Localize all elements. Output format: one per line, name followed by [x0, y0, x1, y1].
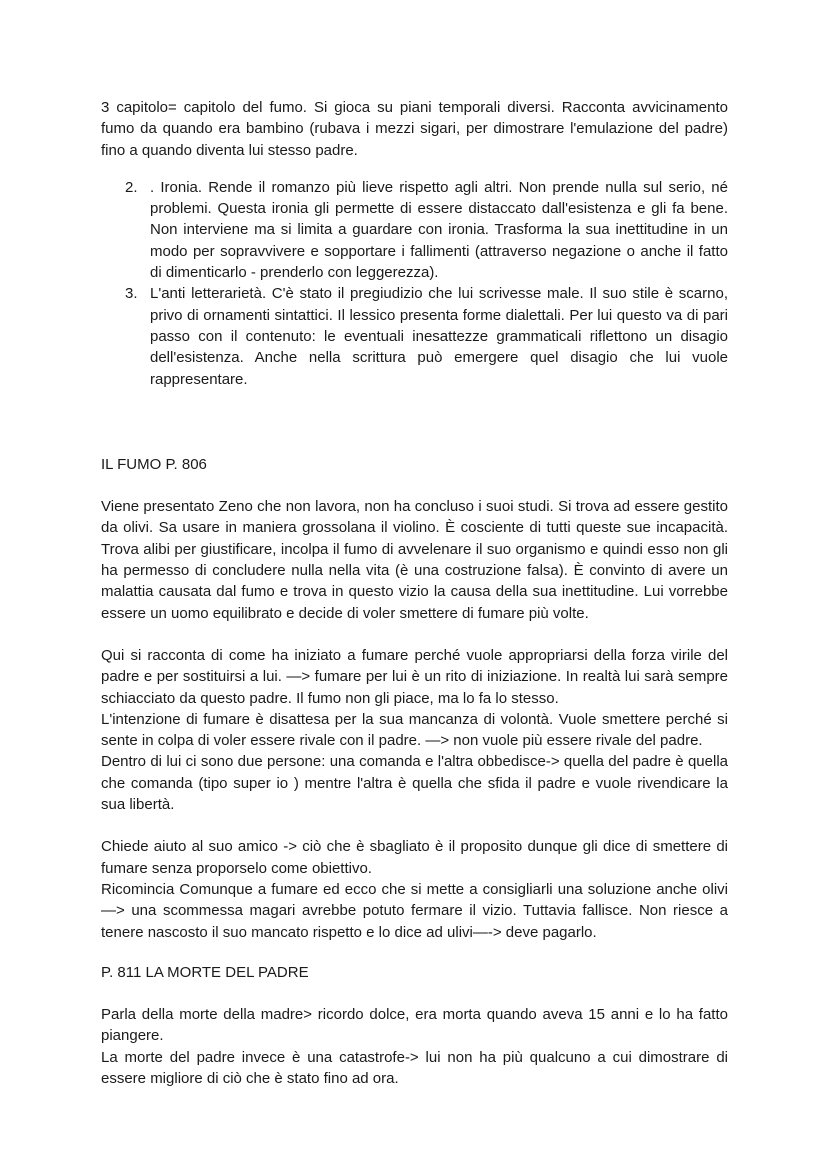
morte-paragraph-group: [101, 1004, 728, 1089]
fumo-paragraph-2a: Qui si racconta di come ha iniziato a fumare perché vuole appropriarsi della forza virile del padre e per sostituirsi a lui. —> fumare per lui è un rito di iniziazione. In realtà lui sarà sempre schiacciato da questo padre. Il fumo non gli piace, ma lo fa lo stesso.: [101, 646, 728, 707]
fumo-paragraph-group-2: [101, 645, 728, 815]
list-item-number: 2.: [125, 178, 138, 196]
fumo-paragraph-2c: Dentro di lui ci sono due persone: una comanda e l'altra obbedisce-> quella del padre è quella che comanda (tipo super io ) mentre l'altra è quella che sfida il padre e vuole rivendicare la sua libertà.: [101, 753, 728, 814]
numbered-list: [101, 177, 728, 390]
section-heading-morte: P. 811 LA MORTE DEL PADRE: [101, 963, 309, 981]
fumo-paragraph-3a: Chiede aiuto al suo amico -> ciò che è sbagliato è il proposito dunque gli dice di smettere di fumare senza proporselo come obiettivo.: [101, 838, 728, 877]
document-page: [101, 97, 728, 1089]
morte-paragraph-1b: La morte del padre invece è una catastrofe-> lui non ha più qualcuno a cui dimostrare di essere migliore di ciò che è stato fino ad ora.: [101, 1048, 728, 1087]
section-heading-fumo: IL FUMO P. 806: [101, 455, 207, 473]
fumo-paragraph-2b: L'intenzione di fumare è disattesa per la sua mancanza di volontà. Vuole smettere perché si sente in colpa di voler essere rivale con il padre. —> non vuole più essere rivale del padre.: [101, 710, 728, 750]
list-item: [101, 283, 728, 389]
morte-paragraph-1a: Parla della morte della madre> ricordo dolce, era morta quando aveva 15 anni e lo ha fatto piangere.: [101, 1006, 728, 1045]
list-item-text: L'anti letterarietà. C'è stato il pregiudizio che lui scrivesse male. Il suo stile è scarno, privo di ornamenti sintattici. Il lessico presenta forme dialettali. Per lui questo va di pari passo con il contenuto: le eventuali inesattezze grammaticali riflettono un disagio dell'esistenza. Anche nella scrittura può emergere quel disagio che lui vuole rappresentare.: [150, 285, 728, 388]
list-item-text: . Ironia. Rende il romanzo più lieve rispetto agli altri. Non prende nulla sul serio, né problemi. Questa ironia gli permette di essere distaccato dall'esistenza e gli fa bene. Non interviene ma si limita a guardare con ironia. Trasforma la sua inettitudine in un modo per sopravvivere e sopportare i fallimenti (attraverso negazione o anche il fatto di dimenticarlo - prenderlo con leggerezza).: [150, 178, 728, 282]
list-item: [101, 177, 728, 283]
list-item-number: 3.: [125, 285, 138, 303]
fumo-paragraph-group-3: [101, 836, 728, 942]
fumo-paragraph-1: Viene presentato Zeno che non lavora, non ha concluso i suoi studi. Si trova ad essere gestito da olivi. Sa usare in maniera grossolana il violino. È cosciente di tutti queste sue incapacità. Trova alibi per giustificare, incolpa il fumo di avvelenare il suo organismo e quindi esso non gli ha permesso di concludere nulla nella vita (è una costruzione falsa). È convinto di avere un malattia causata dal fumo e trova in questo vizio la causa della sua inettitudine. Lui vorrebbe essere un uomo equilibrato e decide di voler smettere di fumare più volte.: [101, 498, 728, 622]
fumo-paragraph-3b: Ricomincia Comunque a fumare ed ecco che si mette a consigliarli una soluzione anche olivi—> una scommessa magari avrebbe potuto fermare il vizio. Tuttavia fallisce. Non riesce a tenere nascosto il suo mancato rispetto e lo dice ad ulivi—-> deve pagarlo.: [101, 880, 728, 941]
intro-paragraph: 3 capitolo= capitolo del fumo. Si gioca su piani temporali diversi. Racconta avvicinamento fumo da quando era bambino (rubava i mezzi sigari, per dimostrare l'emulazione del padre) fino a quando diventa lui stesso padre.: [101, 99, 728, 159]
